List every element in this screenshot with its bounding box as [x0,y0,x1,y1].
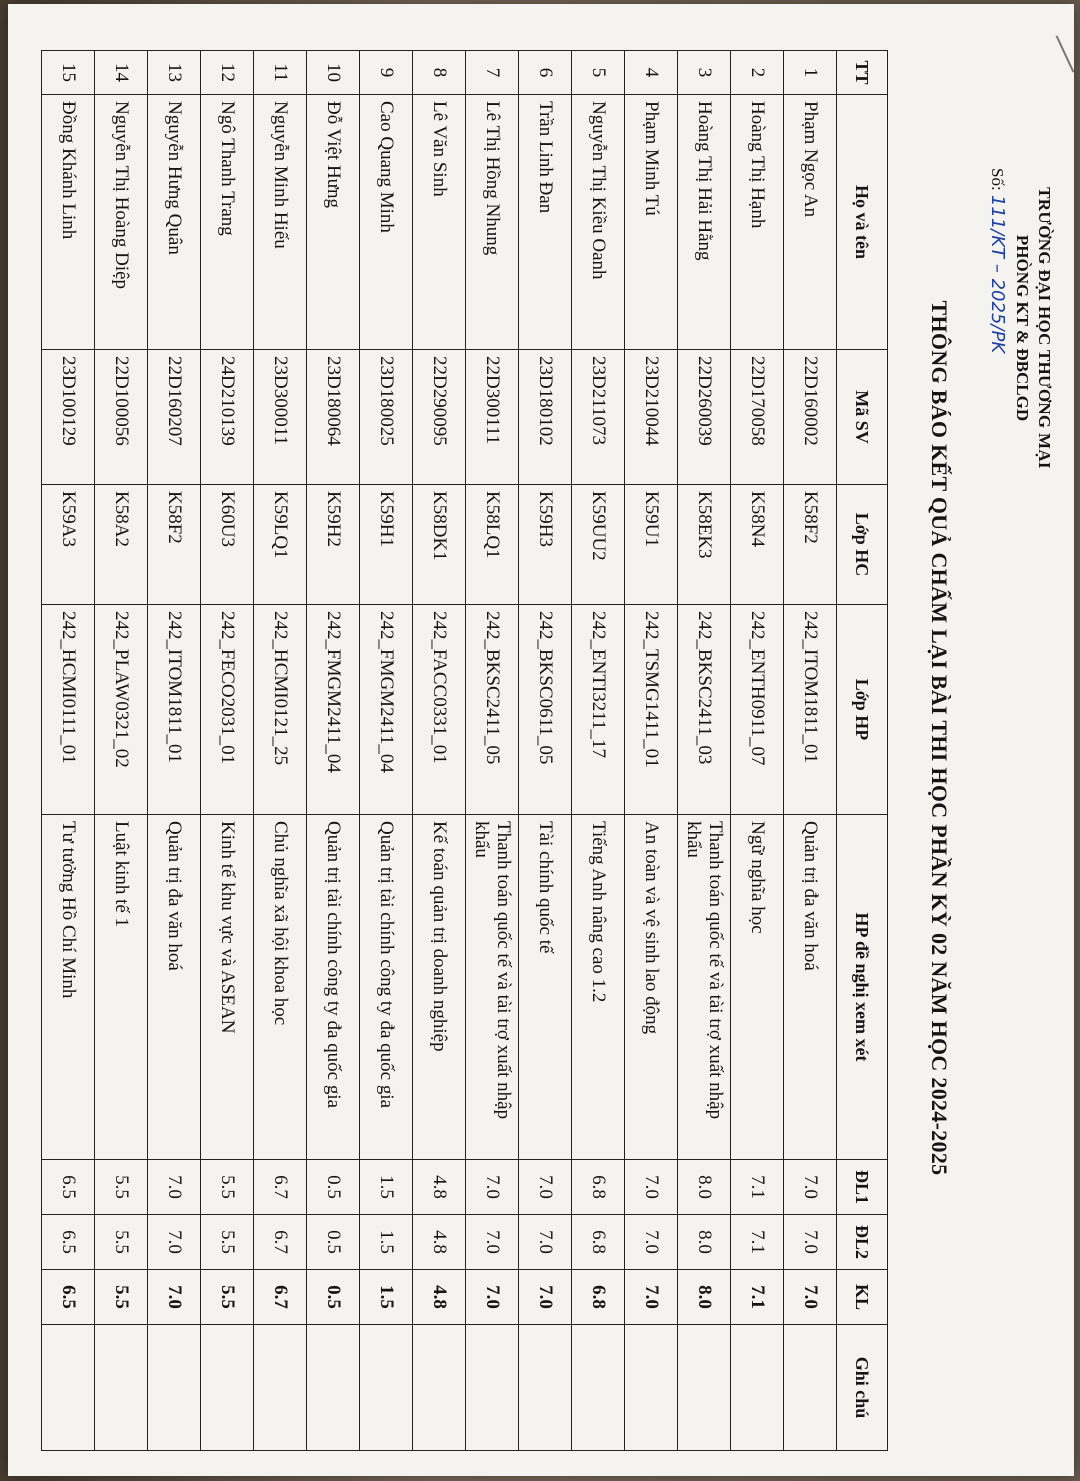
course-class: 242_TSMG1411_01 [625,605,678,815]
score-dl2: 1.5 [360,1215,413,1270]
final-score: 6.7 [254,1270,307,1325]
student-id: 22D260039 [678,350,731,485]
row-number: 3 [678,51,731,95]
student-id: 23D210044 [625,350,678,485]
course-name: Quản trị đa văn hoá [148,815,201,1160]
table-row [307,51,360,1451]
score-dl1: 1.5 [360,1160,413,1215]
note [148,1325,201,1451]
student-name: Nguyễn Hưng Quân [148,95,201,350]
course-class: 242_HCMI0121_25 [254,605,307,815]
student-name: Nguyễn Minh Hiếu [254,95,307,350]
score-dl2: 0.5 [307,1215,360,1270]
note [731,1325,784,1451]
row-number: 4 [625,51,678,95]
course-name: Tư tưởng Hồ Chí Minh [42,815,95,1160]
course-name: An toàn và vệ sinh lao động [625,815,678,1160]
admin-class: K58EK3 [678,485,731,605]
score-dl1: 7.1 [731,1160,784,1215]
row-number: 6 [519,51,572,95]
col-header-admin-class: Lớp HC [837,485,888,605]
course-class: 242_FMGM2411_04 [307,605,360,815]
course-name: Kinh tế khu vực và ASEAN [201,815,254,1160]
score-dl1: 7.0 [466,1160,519,1215]
department-name: PHÒNG KT & ĐBCLGD [1013,234,1032,422]
results-table [41,50,888,1451]
student-id: 23D100129 [42,350,95,485]
course-class: 242_HCMI0111_01 [42,605,95,815]
row-number: 12 [201,51,254,95]
table-row [413,51,466,1451]
table-row [466,51,519,1451]
course-class: 242_PLAW0321_02 [95,605,148,815]
student-id: 23D180064 [307,350,360,485]
score-dl2: 5.5 [95,1215,148,1270]
course-name: Tiếng Anh nâng cao 1.2 [572,815,625,1160]
doc-number [987,108,1008,548]
score-dl1: 7.0 [519,1160,572,1215]
note [678,1325,731,1451]
course-class: 242_BKSC0611_05 [519,605,572,815]
table-row [784,51,837,1451]
final-score: 7.0 [784,1270,837,1325]
note [784,1325,837,1451]
score-dl1: 5.5 [201,1160,254,1215]
course-class: 242_FMGM2411_04 [360,605,413,815]
student-id: 22D170058 [731,350,784,485]
course-name: Thanh toán quốc tế và tài trợ xuất nhập khẩu [466,815,519,1160]
student-name: Hoàng Thị Hạnh [731,95,784,350]
col-header-dl2: ĐL2 [837,1215,888,1270]
student-name: Phạm Minh Tú [625,95,678,350]
course-name: Quản trị tài chính công ty đa quốc gia [307,815,360,1160]
admin-class: K58A2 [95,485,148,605]
admin-class: K58F2 [784,485,837,605]
score-dl2: 7.0 [466,1215,519,1270]
student-name: Đỗ Việt Hưng [307,95,360,350]
table-row [254,51,307,1451]
university-name: TRƯỜNG ĐẠI HỌC THƯƠNG MẠI [1035,187,1054,469]
note [360,1325,413,1451]
student-id: 22D160002 [784,350,837,485]
col-header-course: HP đề nghị xem xét [837,815,888,1160]
course-class: 242_ITOM1811_01 [148,605,201,815]
score-dl1: 0.5 [307,1160,360,1215]
note [519,1325,572,1451]
score-dl2: 7.0 [148,1215,201,1270]
final-score: 6.5 [42,1270,95,1325]
course-class: 242_FACC0331_01 [413,605,466,815]
course-name: Kế toán quản trị doanh nghiệp [413,815,466,1160]
score-dl1: 7.0 [784,1160,837,1215]
final-score: 7.0 [519,1270,572,1325]
student-name: Ngô Thanh Trang [201,95,254,350]
student-id: 23D180025 [360,350,413,485]
row-number: 2 [731,51,784,95]
course-class: 242_BKSC2411_03 [678,605,731,815]
student-id: 22D290095 [413,350,466,485]
col-header-dl1: ĐL1 [837,1160,888,1215]
note [307,1325,360,1451]
col-header-student-id: Mã SV [837,350,888,485]
row-number: 10 [307,51,360,95]
paper-sheet [8,4,1074,1476]
student-id: 23D180102 [519,350,572,485]
final-score: 6.8 [572,1270,625,1325]
student-id: 24D210139 [201,350,254,485]
note [201,1325,254,1451]
table-row [95,51,148,1451]
course-name: Quản trị tài chính công ty đa quốc gia [360,815,413,1160]
course-name: Chủ nghĩa xã hội khoa học [254,815,307,1160]
final-score: 7.0 [625,1270,678,1325]
score-dl1: 7.0 [625,1160,678,1215]
admin-class: K59A3 [42,485,95,605]
course-class: 242_ENTI3211_17 [572,605,625,815]
student-id: 22D300111 [466,350,519,485]
document-title: THÔNG BÁO KẾT QUẢ CHẤM LẠI BÀI THI HỌC PHẦN KỲ 02 NĂM HỌC 2024-2025 [927,300,952,1176]
row-number: 13 [148,51,201,95]
table-row [42,51,95,1451]
score-dl1: 6.7 [254,1160,307,1215]
admin-class: K58LQ1 [466,485,519,605]
student-id: 23D300011 [254,350,307,485]
student-name: Cao Quang Minh [360,95,413,350]
student-name: Nguyễn Thị Kiều Oanh [572,95,625,350]
student-id: 22D160207 [148,350,201,485]
table-header-row [837,51,888,1451]
table-row [678,51,731,1451]
score-dl2: 7.0 [519,1215,572,1270]
final-score: 4.8 [413,1270,466,1325]
admin-class: K59H2 [307,485,360,605]
student-id: 23D211073 [572,350,625,485]
score-dl2: 4.8 [413,1215,466,1270]
score-dl2: 7.0 [625,1215,678,1270]
course-name: Quản trị đa văn hoá [784,815,837,1160]
row-number: 7 [466,51,519,95]
doc-number-handwritten: 111/KT – 2025/PK [987,194,1008,354]
note [42,1325,95,1451]
course-name: Tài chính quốc tế [519,815,572,1160]
score-dl2: 6.5 [42,1215,95,1270]
course-name: Ngữ nghĩa học [731,815,784,1160]
admin-class: K59UU2 [572,485,625,605]
row-number: 11 [254,51,307,95]
score-dl1: 4.8 [413,1160,466,1215]
row-number: 15 [42,51,95,95]
student-name: Nguyễn Thị Hoàng Diệp [95,95,148,350]
doc-number-label: Số: [988,168,1007,191]
score-dl2: 5.5 [201,1215,254,1270]
admin-class: K58DK1 [413,485,466,605]
note [625,1325,678,1451]
final-score: 7.0 [466,1270,519,1325]
final-score: 1.5 [360,1270,413,1325]
course-class: 242_ITOM1811_01 [784,605,837,815]
score-dl2: 7.1 [731,1215,784,1270]
rotated-page [12,8,1068,1468]
col-header-tt: TT [837,51,888,95]
score-dl1: 7.0 [148,1160,201,1215]
col-header-note: Ghi chú [837,1325,888,1451]
student-id: 22D100056 [95,350,148,485]
row-number: 8 [413,51,466,95]
score-dl2: 7.0 [784,1215,837,1270]
score-dl1: 8.0 [678,1160,731,1215]
table-row [201,51,254,1451]
table-row [625,51,678,1451]
table-row [148,51,201,1451]
note [572,1325,625,1451]
col-header-course-class: Lớp HP [837,605,888,815]
final-score: 5.5 [95,1270,148,1325]
course-class: 242_BKSC2411_05 [466,605,519,815]
score-dl1: 5.5 [95,1160,148,1215]
final-score: 5.5 [201,1270,254,1325]
final-score: 8.0 [678,1270,731,1325]
admin-class: K59U1 [625,485,678,605]
student-name: Phạm Ngọc An [784,95,837,350]
final-score: 7.0 [148,1270,201,1325]
student-name: Lê Văn Sinh [413,95,466,350]
note [254,1325,307,1451]
final-score: 7.1 [731,1270,784,1325]
table-body [42,51,837,1451]
note [95,1325,148,1451]
row-number: 1 [784,51,837,95]
score-dl2: 8.0 [678,1215,731,1270]
admin-class: K58F2 [148,485,201,605]
course-class: 242_FECO2031_01 [201,605,254,815]
col-header-kl: KL [837,1270,888,1325]
document-header [987,108,1054,548]
admin-class: K59H3 [519,485,572,605]
col-header-name: Họ và tên [837,95,888,350]
table-row [572,51,625,1451]
course-name: Thanh toán quốc tế và tài trợ xuất nhập khẩu [678,815,731,1160]
course-name: Luật kinh tế 1 [95,815,148,1160]
admin-class: K58N4 [731,485,784,605]
table-row [519,51,572,1451]
score-dl2: 6.7 [254,1215,307,1270]
row-number: 5 [572,51,625,95]
score-dl1: 6.8 [572,1160,625,1215]
admin-class: K59LQ1 [254,485,307,605]
note [466,1325,519,1451]
row-number: 9 [360,51,413,95]
score-dl1: 6.5 [42,1160,95,1215]
row-number: 14 [95,51,148,95]
student-name: Trần Linh Đan [519,95,572,350]
table-row [360,51,413,1451]
note [413,1325,466,1451]
student-name: Hoàng Thị Hải Hằng [678,95,731,350]
score-dl2: 6.8 [572,1215,625,1270]
final-score: 0.5 [307,1270,360,1325]
table-row [731,51,784,1451]
admin-class: K60U3 [201,485,254,605]
student-name: Đồng Khánh Linh [42,95,95,350]
student-name: Lê Thị Hồng Nhung [466,95,519,350]
course-class: 242_ENTH0911_07 [731,605,784,815]
admin-class: K59H1 [360,485,413,605]
